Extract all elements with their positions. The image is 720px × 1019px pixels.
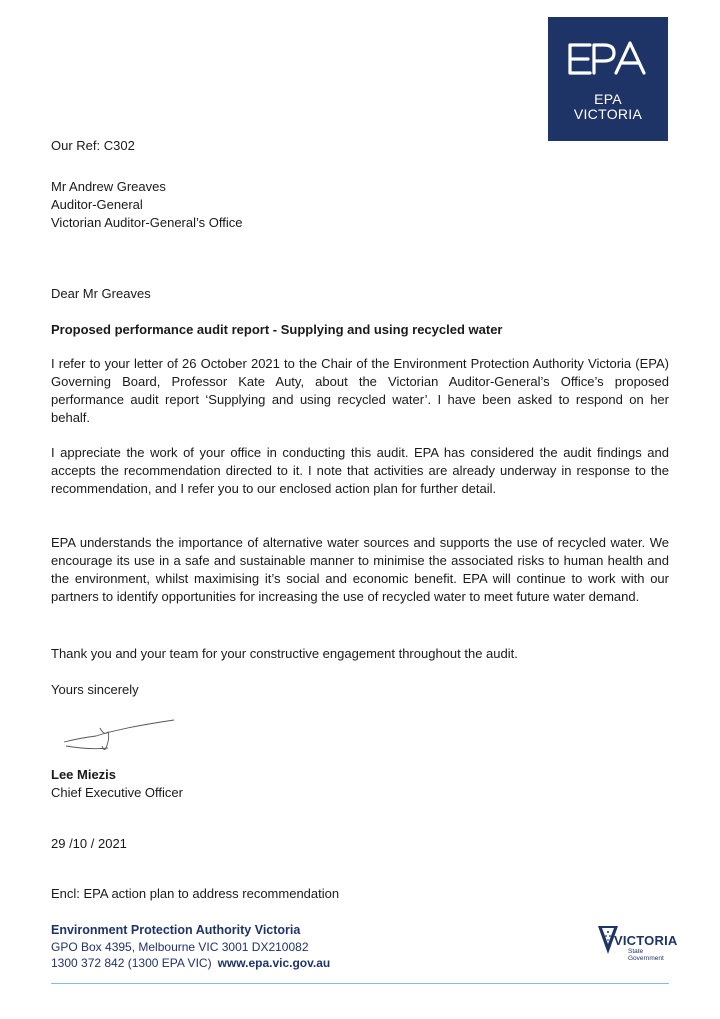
recipient-title: Auditor-General [51,197,143,212]
footer-address: GPO Box 4395, Melbourne VIC 3001 DX210082 [51,940,309,954]
victoria-logo-state: State [628,948,644,955]
signatory-title: Chief Executive Officer [51,785,183,800]
body-paragraph-4: Thank you and your team for your constructive engagement throughout the audit. [51,646,518,661]
footer-divider [51,983,669,984]
footer-website-link[interactable]: www.epa.vic.gov.au [217,956,331,970]
victoria-logo-subtext [628,948,664,962]
victoria-logo-government: Government [628,955,664,962]
epa-victoria-logo [548,17,668,141]
recipient-office: Victorian Auditor-General’s Office [51,215,243,230]
letter-date: 29 /10 / 2021 [51,836,127,851]
closing: Yours sincerely [51,682,139,697]
epa-logo-mark-icon [566,37,650,87]
footer-contact [51,954,330,972]
reference-number: Our Ref: C302 [51,138,135,153]
salutation: Dear Mr Greaves [51,286,151,301]
enclosure-note: Encl: EPA action plan to address recommendation [51,886,340,901]
logo-text-victoria: VICTORIA [573,106,643,122]
body-paragraph-3: EPA understands the importance of alternative water sources and supports the use of recycled water. We encourage its use in a safe and sustainable manner to minimise the associated risks to human health and the environment, whilst maximising it’s social and economic benefit. EPA will continue to work with our partners to identify opportunities for increasing the use of recycled water to meet future water demand. [51,535,669,604]
subject-line: Proposed performance audit report - Supplying and using recycled water [51,322,503,337]
victoria-logo-text: VICTORIA [614,933,678,948]
logo-text-epa: EPA [594,91,622,107]
body-paragraph-1: I refer to your letter of 26 October 2021 to the Chair of the Environment Protection Authority Victoria (EPA) Governing Board, Professor Kate Auty, about the Victorian Auditor-General’s Office’s proposed performance audit report ‘Supplying and using recycled water’. I have been asked to respond on her behalf. [51,356,669,425]
handwritten-signature [60,712,180,760]
signatory-name: Lee Miezis [51,767,117,782]
footer-organisation: Environment Protection Authority Victoria [51,923,301,937]
footer-phone: 1300 372 842 (1300 EPA VIC) [51,956,212,970]
recipient-name: Mr Andrew Greaves [51,179,166,194]
body-paragraph-2: I appreciate the work of your office in conducting this audit. EPA has considered the audit findings and accepts the recommendation directed to it. I note that activities are already underway in response to the recommendation, and I refer you to our enclosed action plan for further detail. [51,445,669,496]
